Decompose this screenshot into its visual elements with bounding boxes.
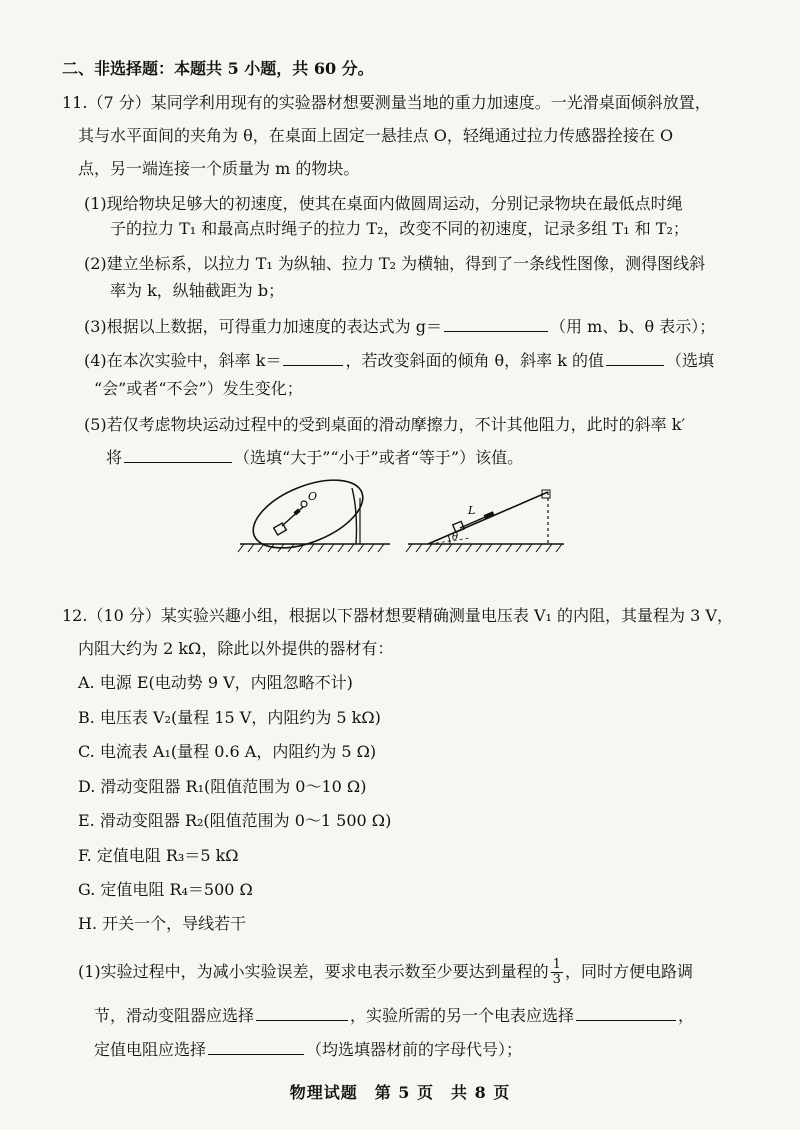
q12-part1-hint: （均选填器材前的字母代号）； xyxy=(306,1040,523,1059)
equipment-item-E: E. 滑动变阻器 R₂(阻值范围为 0～1 500 Ω) xyxy=(78,811,392,830)
equipment-item-B: B. 电压表 V₂(量程 15 V，内阻约为 5 kΩ) xyxy=(78,708,381,727)
answer-blank-k-prime[interactable] xyxy=(124,446,232,463)
q11-stem-line-3: 点，另一端连接一个质量为 m 的物块。 xyxy=(78,159,360,178)
q12-part1-text-3: 节，滑动变阻器应选择 xyxy=(94,1006,255,1025)
equipment-item-F: F. 定值电阻 R₃＝5 kΩ xyxy=(78,846,239,865)
q11-part4-line-2: “会”或者“不会”）发生变化； xyxy=(94,379,303,398)
answer-blank-meter[interactable] xyxy=(576,1004,676,1021)
equipment-item-H: H. 开关一个，导线若干 xyxy=(78,914,247,933)
q12-stem-line-1: 12.（10 分）某实验兴趣小组，根据以下器材想要精确测量电压表 V₁ 的内阻，其量程为 3 V， xyxy=(62,606,733,625)
page-footer: 物理试题 第 5 页 共 8 页 xyxy=(289,1083,511,1102)
q11-part3-text: (3)根据以上数据，可得重力加速度的表达式为 g＝ xyxy=(84,317,442,336)
answer-blank-rheostat[interactable] xyxy=(256,1004,348,1021)
answer-blank-g[interactable] xyxy=(444,315,548,332)
label-L: L xyxy=(468,504,476,517)
q11-part1-line-1: (1)现给物块足够大的初速度，使其在桌面内做圆周运动，分别记录物块在最低点时绳 xyxy=(84,194,683,213)
q11-part5-line-1: (5)若仅考虑物块运动过程中的受到桌面的滑动摩擦力，不计其他阻力，此时的斜率 k′ xyxy=(84,415,686,434)
equipment-item-C: C. 电流表 A₁(量程 0.6 A，内阻约为 5 Ω) xyxy=(78,742,377,761)
fraction-numerator: 1 xyxy=(552,957,561,972)
q11-part1-line-2: 子的拉力 T₁ 和最高点时绳子的拉力 T₂，改变不同的初速度，记录多组 T₁ 和 T₂； xyxy=(110,219,689,238)
figure-incline-view xyxy=(406,490,564,552)
q11-part4-text-2: ，若改变斜面的倾角 θ，斜率 k 的值 xyxy=(345,351,605,370)
q11-part3 xyxy=(84,315,715,338)
q11-part4-line-1 xyxy=(84,349,714,372)
q12-part1-comma: ， xyxy=(678,1006,695,1025)
q12-part1-line-2 xyxy=(94,1004,694,1027)
q12-part1-text: (1)实验过程中，为减小实验误差，要求电表示数至少要达到量程的 xyxy=(78,962,549,981)
label-theta: θ xyxy=(452,532,459,543)
q11-part5-text: 将 xyxy=(106,448,123,467)
q12-stem-line-2: 内阻大约为 2 kΩ，除此以外提供的器材有： xyxy=(78,639,394,658)
q11-part4-hint: （选填 xyxy=(666,351,715,370)
section-header: 二、非选择题：本题共 5 小题，共 60 分。 xyxy=(62,59,374,78)
answer-blank-k[interactable] xyxy=(283,349,343,366)
answer-blank-change[interactable] xyxy=(606,349,664,366)
q12-part1-line-3 xyxy=(94,1038,522,1061)
q11-part2-line-2: 率为 k，纵轴截距为 b； xyxy=(110,281,285,300)
q11-part2-line-1: (2)建立坐标系，以拉力 T₁ 为纵轴、拉力 T₂ 为横轴，得到了一条线性图像，测得图线斜 xyxy=(84,254,706,273)
equipment-item-D: D. 滑动变阻器 R₁(阻值范围为 0～10 Ω) xyxy=(78,777,367,796)
label-O: O xyxy=(308,490,318,503)
q11-part5-hint: （选填“大于”“小于”或者“等于”）该值。 xyxy=(234,448,524,467)
equipment-item-A: A. 电源 E(电动势 9 V，内阻忽略不计) xyxy=(78,673,353,692)
q11-stem-line-2: 其与水平面间的夹角为 θ，在桌面上固定一悬挂点 O，轻绳通过拉力传感器拴接在 O xyxy=(78,126,674,145)
fraction-one-third xyxy=(551,958,563,987)
q12-part1-text-4: ，实验所需的另一个电表应选择 xyxy=(350,1006,575,1025)
equipment-item-G: G. 定值电阻 R₄＝500 Ω xyxy=(78,880,253,899)
q12-part1-text-5: 定值电阻应选择 xyxy=(94,1040,207,1059)
q11-stem-line-1: 11.（7 分）某同学利用现有的实验器材想要测量当地的重力加速度。一光滑桌面倾斜放置， xyxy=(62,93,711,112)
q11-part3-hint: （用 m、b、θ 表示）； xyxy=(550,317,716,336)
q11-part5-line-2 xyxy=(106,446,523,469)
figure-table-view xyxy=(238,478,390,560)
q11-figure xyxy=(230,478,570,560)
q12-part1-line-1 xyxy=(78,957,693,987)
fraction-denominator: 3 xyxy=(552,972,561,987)
q12-part1-text-2: ，同时方便电路调 xyxy=(564,962,693,981)
q11-part4-text: (4)在本次实验中，斜率 k＝ xyxy=(84,351,282,370)
answer-blank-resistor[interactable] xyxy=(208,1038,304,1055)
